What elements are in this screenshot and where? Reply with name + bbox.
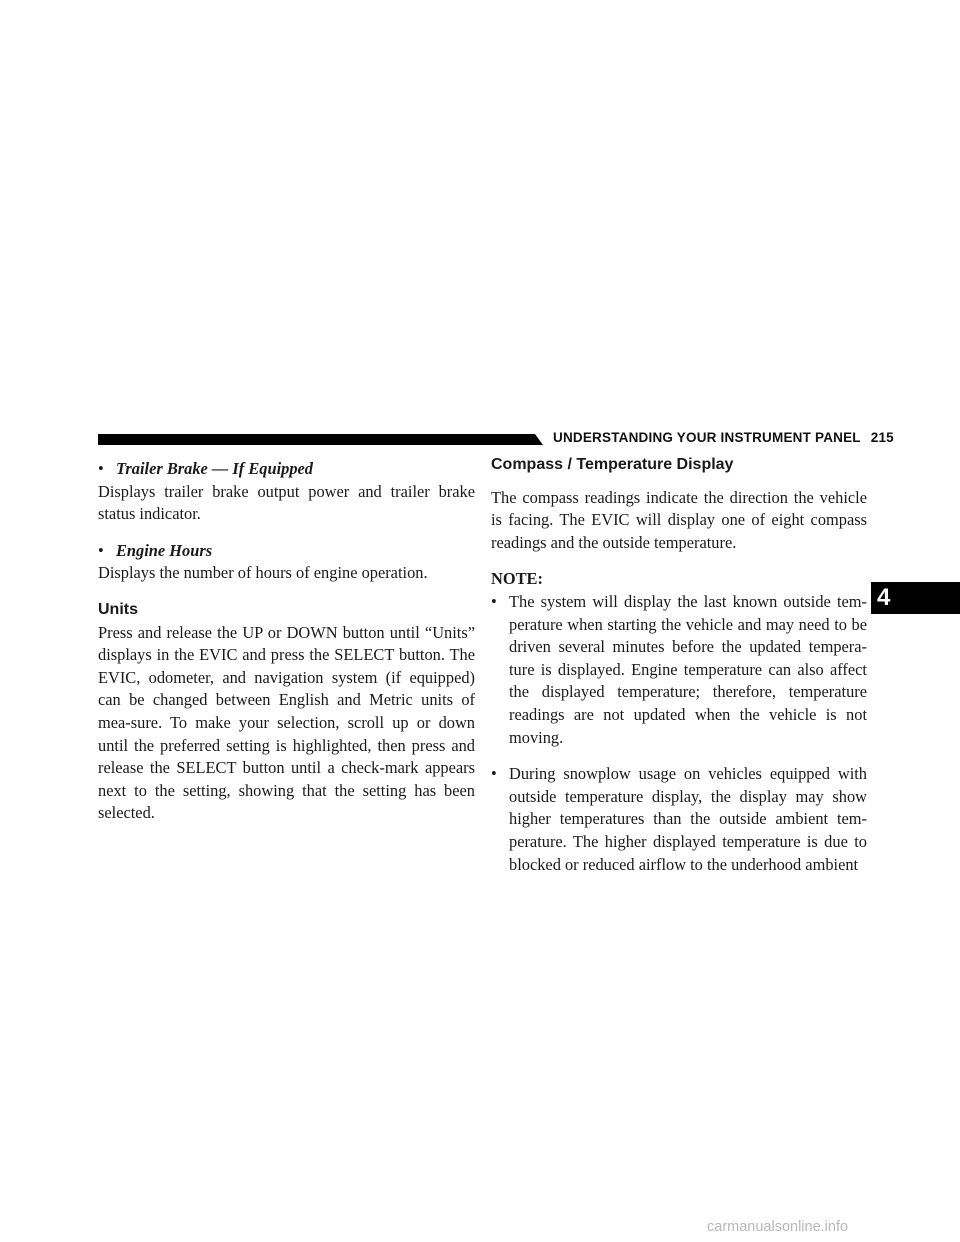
note-item	[491, 763, 867, 876]
compass-paragraph: The compass readings indicate the direction the vehicle is facing. The EVIC will display one of eight compass readings and the outside temperature.	[491, 487, 867, 552]
right-column	[491, 452, 867, 876]
section-tab: 4	[871, 582, 960, 614]
bullet-engine-hours	[98, 540, 475, 563]
trailer-brake-label: Trailer Brake — If Equipped	[116, 459, 313, 478]
bullet-mark: •	[98, 459, 104, 478]
note-item	[491, 591, 867, 749]
units-paragraph: Press and release the UP or DOWN button until “Units” displays in the EVIC and press the SELECT button. The EVIC, odometer, and navigation system (if equipped) can be changed between English and Metric units of mea-sure. To make your selection, scroll up or down until the preferred setting is highlighted, then press and release the SELECT button until a check-mark appears next to the setting, showing that the setting has been selected.	[98, 622, 475, 823]
note-item-text: During snowplow usage on vehicles equipped with outside temperature display, the display may show higher temperatures than the outside ambient tem-perature. The higher displayed temperature is due to blocked or reduced airflow to the underhood ambient	[509, 764, 867, 874]
watermark: carmanualsonline.info	[707, 1219, 849, 1235]
header-rule	[98, 434, 535, 445]
compass-heading: Compass / Temperature Display	[491, 456, 734, 473]
engine-hours-description: Displays the number of hours of engine operation.	[98, 563, 428, 583]
header-title: UNDERSTANDING YOUR INSTRUMENT PANEL	[553, 430, 861, 445]
engine-hours-label: Engine Hours	[116, 540, 213, 560]
bullet-mark: •	[98, 540, 104, 560]
note-list	[491, 591, 867, 876]
page-number: 215	[870, 430, 894, 445]
bullet-mark: •	[491, 591, 497, 611]
left-column	[98, 452, 475, 825]
units-heading: Units	[98, 600, 138, 618]
note-item-text: The system will display the last known outside tem-perature when starting the vehicle and may need to be driven several minutes before the updated tempera-ture is displayed. Engine temperature can also affect the displayed temperature; therefore, temperature readings are not updated when the vehicle is not moving.	[509, 591, 867, 747]
trailer-brake-description: Displays trailer brake output power and trailer brake status indicator.	[98, 481, 475, 524]
running-header	[553, 430, 894, 445]
note-label: NOTE:	[491, 569, 543, 589]
bullet-mark: •	[491, 764, 497, 784]
bullet-trailer-brake	[98, 458, 475, 481]
